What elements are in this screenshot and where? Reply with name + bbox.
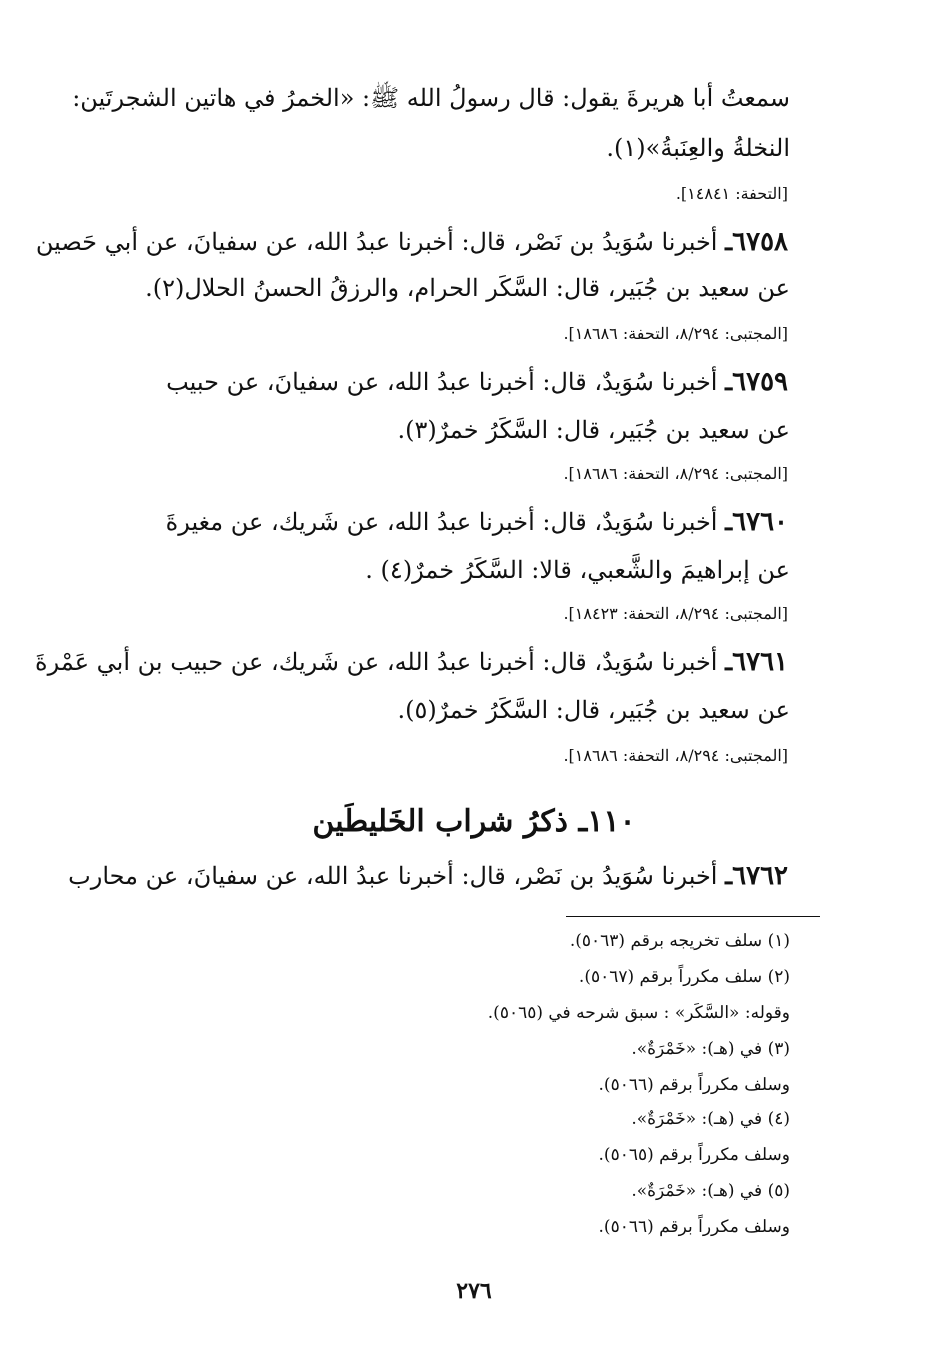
text-line: سمعتُ أبا هريرةَ يقول: قال رسولُ الله ﷺ: «الخمرُ في هاتين الشجرتَين: xyxy=(72,84,790,112)
footnote: (٢) سلف مكرراً برقم (٥٠٦٧). xyxy=(578,967,790,987)
hadith-6759-line-1 xyxy=(120,362,788,402)
reference-note: [المجتبى: ٨/٢٩٤، التحفة: ١٨٦٨٦]. xyxy=(563,324,788,343)
footnote-divider xyxy=(566,916,820,917)
hadith-6760-line-1 xyxy=(120,502,788,542)
hadith-number: ٦٧٦٠ xyxy=(732,507,788,537)
dash: ـ xyxy=(725,647,733,676)
hadith-text: أخبرنا سُوَيدُ بن نَصْر، قال: أخبرنا عبدُ الله، عن سفيانَ، عن أبي حَصين xyxy=(35,228,718,256)
hadith-6762-line-1 xyxy=(68,856,788,896)
reference-note: [التحفة: ١٤٨٤١]. xyxy=(675,184,788,203)
footnote: وقوله: «السَّكَر» : سبق شرحه في (٥٠٦٥). xyxy=(487,1003,790,1023)
footnote: (٤) في (هـ): «خَمْرَةٌ». xyxy=(631,1109,790,1129)
hadith-text: أخبرنا سُوَيدٌ، قال: أخبرنا عبدُ الله، عن شَريك، عن مغيرةَ xyxy=(165,508,718,536)
dash: ـ xyxy=(725,507,733,536)
hadith-number: ٦٧٦١ xyxy=(732,647,788,677)
hadith-6758-line-2: عن سعيد بن جُبَير، قال: السَّكَر الحرام، والرزقُ الحسنُ الحلال(٢). xyxy=(145,274,790,302)
hadith-6761-line-2: عن سعيد بن جُبَير، قال: السَّكَرُ خمرٌ(٥). xyxy=(397,696,790,724)
footnote: (٥) في (هـ): «خَمْرَةٌ». xyxy=(631,1181,790,1201)
hadith-text: أخبرنا سُوَيدٌ، قال: أخبرنا عبدُ الله، عن سفيانَ، عن حبيب xyxy=(166,368,718,396)
hadith-text: أخبرنا سُوَيدٌ، قال: أخبرنا عبدُ الله، عن شَريك، عن حبيب بن أبي عَمْرةَ xyxy=(35,648,718,676)
hadith-6761-line-1 xyxy=(35,642,788,682)
reference-note: [المجتبى: ٨/٢٩٤، التحفة: ١٨٤٢٣]. xyxy=(563,604,788,623)
dash: ـ xyxy=(725,367,733,396)
hadith-number: ٦٧٥٩ xyxy=(732,367,788,397)
chapter-heading: ١١٠ـ ذكرُ شراب الخَليطَين xyxy=(312,804,636,839)
hadith-6759-line-2: عن سعيد بن جُبَير، قال: السَّكَرُ خمرٌ(٣). xyxy=(397,416,790,444)
footnote: وسلف مكرراً برقم (٥٠٦٦). xyxy=(598,1075,790,1095)
reference-note: [المجتبى: ٨/٢٩٤، التحفة: ١٨٦٨٦]. xyxy=(563,746,788,765)
footnote: (٣) في (هـ): «خَمْرَةٌ». xyxy=(631,1039,790,1059)
footnote: وسلف مكرراً برقم (٥٠٦٦). xyxy=(598,1217,790,1237)
dash: ـ xyxy=(725,861,733,890)
hadith-6760-line-2: عن إبراهيمَ والشَّعبي، قالا: السَّكَرُ خمرٌ(٤) . xyxy=(365,556,790,584)
hadith-number: ٦٧٦٢ xyxy=(732,861,788,891)
dash: ـ xyxy=(725,227,733,256)
footnote: وسلف مكرراً برقم (٥٠٦٥). xyxy=(598,1145,790,1165)
footnote: (١) سلف تخريجه برقم (٥٠٦٣). xyxy=(569,931,790,951)
hadith-number: ٦٧٥٨ xyxy=(732,227,788,257)
hadith-6758-line-1 xyxy=(35,222,788,262)
page-number: ٢٧٦ xyxy=(456,1278,492,1304)
text-line: النخلةُ والعِنَبةُ»(١). xyxy=(606,134,790,162)
reference-note: [المجتبى: ٨/٢٩٤، التحفة: ١٨٦٨٦]. xyxy=(563,464,788,483)
hadith-text: أخبرنا سُوَيدُ بن نَصْر، قال: أخبرنا عبدُ الله، عن سفيانَ، عن محارب xyxy=(68,862,718,890)
